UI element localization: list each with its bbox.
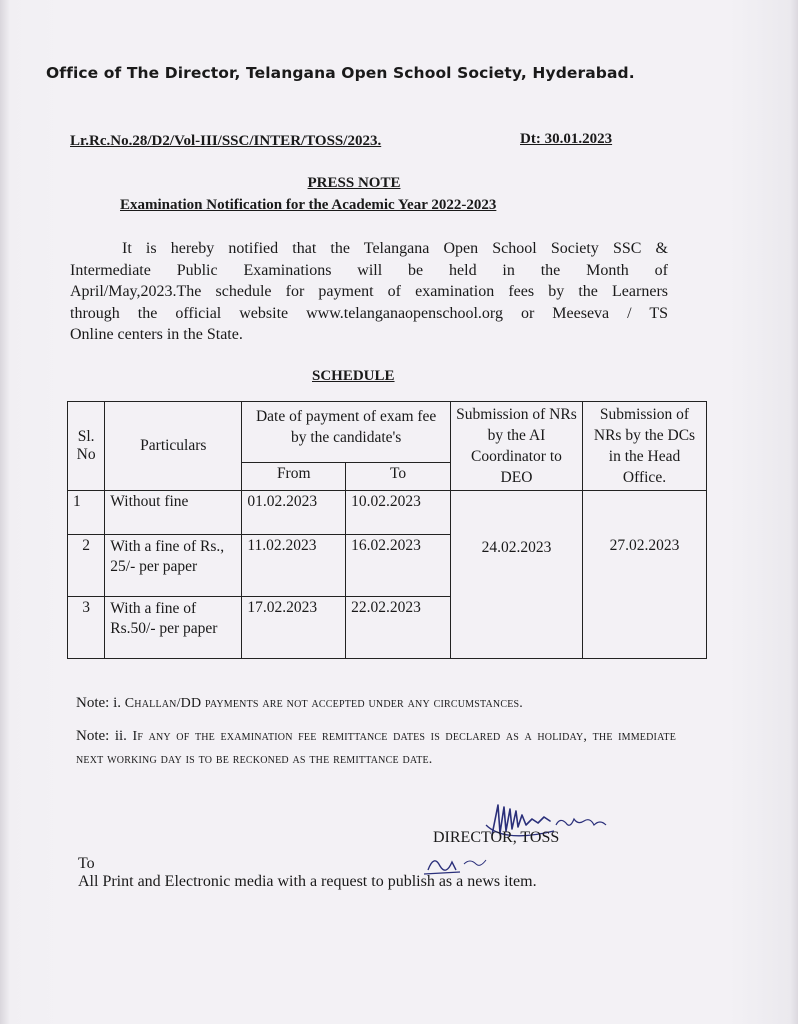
letter-date: Dt: 30.01.2023 bbox=[520, 131, 613, 147]
header-from: From bbox=[242, 463, 346, 491]
recipients-line: All Print and Electronic media with a request to publish as a news item. bbox=[78, 873, 537, 890]
note-two-prefix: Note: ii. bbox=[76, 728, 127, 744]
table-header-row bbox=[68, 402, 707, 463]
paragraph-line: April/May,2023.The schedule for payment of examination fees by the Learners bbox=[70, 283, 668, 300]
row-to-date: 16.02.2023 bbox=[346, 535, 451, 597]
note-one-text: Challan/DD payments are not accepted under any circumstances. bbox=[124, 696, 523, 711]
reference-number: Lr.Rc.No.28/D2/Vol-III/SSC/INTER/TOSS/2023. bbox=[70, 133, 382, 149]
note-two-text: If any of the examination fee remittance dates is declared as a holiday, the immediate next working day is to be reckoned as the remittance date. bbox=[76, 729, 676, 767]
note-one bbox=[76, 692, 676, 715]
row-from-date: 17.02.2023 bbox=[242, 597, 346, 659]
header-payment-dates: Date of payment of exam fee by the candidate's bbox=[242, 402, 451, 463]
row-from-date: 11.02.2023 bbox=[242, 535, 346, 597]
row-sl: 3 bbox=[68, 597, 105, 659]
row-sl: 1 bbox=[68, 491, 105, 535]
to-label: To bbox=[78, 855, 95, 872]
schedule-heading: SCHEDULE bbox=[312, 368, 395, 384]
row-particulars: With a fine of Rs.50/- per paper bbox=[105, 597, 242, 659]
ai-submission-date: 24.02.2023 bbox=[450, 491, 582, 659]
row-to-date: 10.02.2023 bbox=[346, 491, 451, 535]
row-particulars: Without fine bbox=[105, 491, 242, 535]
paragraph-line: through the official website www.telanganaopenschool.org or Meeseva / TS bbox=[70, 304, 668, 322]
schedule-table bbox=[67, 401, 707, 659]
press-note-title: PRESS NOTE bbox=[307, 175, 401, 191]
table-row bbox=[68, 491, 707, 535]
director-signatory: DIRECTOR, TOSS bbox=[433, 829, 560, 846]
paragraph-line: Online centers in the State. bbox=[70, 326, 243, 343]
note-one-prefix: Note: i. bbox=[76, 695, 121, 711]
row-to-date: 22.02.2023 bbox=[346, 597, 451, 659]
row-sl: 2 bbox=[68, 535, 105, 597]
header-sl-no: Sl. No bbox=[68, 402, 105, 491]
ho-submission-date: 27.02.2023 bbox=[582, 491, 706, 659]
header-ai-submission: Submission of NRs by the AI Coordinator to DEO bbox=[450, 402, 582, 491]
row-from-date: 01.02.2023 bbox=[242, 491, 346, 535]
header-particulars: Particulars bbox=[105, 402, 242, 491]
paragraph-line: It is hereby notified that the Telangana Open School Society SSC & bbox=[122, 240, 668, 257]
header-to: To bbox=[346, 463, 451, 491]
header-ho-submission: Submission of NRs by the DCs in the Head Office. bbox=[582, 402, 706, 491]
notification-subtitle: Examination Notification for the Academic Year 2022-2023 bbox=[120, 197, 497, 213]
notification-paragraph bbox=[70, 238, 668, 346]
row-particulars: With a fine of Rs., 25/- per paper bbox=[105, 535, 242, 597]
office-heading: Office of The Director, Telangana Open School Society, Hyderabad. bbox=[46, 64, 635, 82]
note-two bbox=[76, 725, 676, 771]
paragraph-line: Intermediate Public Examinations will be held in the Month of bbox=[70, 261, 668, 279]
